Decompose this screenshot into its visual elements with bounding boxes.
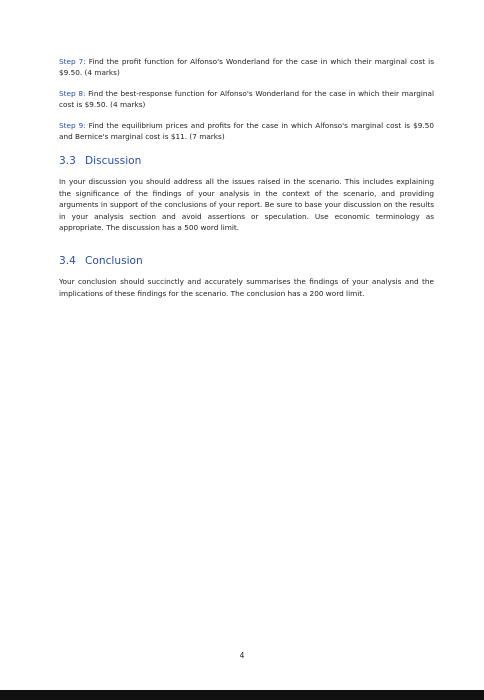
page-number: 4	[239, 651, 245, 660]
conclusion-heading	[59, 254, 434, 268]
step-8-paragraph	[59, 88, 434, 111]
step-9-text: Find the equilibrium prices and profits for the case in which Alfonso's marginal cost is $9.50 and Bernice's marginal cost is $11. (7 marks)	[59, 120, 434, 142]
discussion-title: Discussion	[85, 155, 142, 168]
discussion-heading	[59, 154, 434, 168]
conclusion-title: Conclusion	[85, 255, 143, 268]
step-8-label: Step 8:	[59, 88, 86, 98]
conclusion-body: Your conclusion should succinctly and accurately summarises the findings of your analysis and the implications of these findings for the scenario. The conclusion has a 200 word limit.	[59, 277, 434, 298]
conclusion-section-number: 3.4	[59, 255, 76, 268]
step-8-text: Find the best-response function for Alfonso's Wonderland for the case in which their marginal cost is $9.50. (4 marks)	[59, 88, 434, 110]
page-content	[59, 56, 434, 308]
discussion-body: In your discussion you should address all the issues raised in the scenario. This includes explaining the significance of the findings of your analysis in the context of the scenario, and providing arguments in support of the conclusions of your report. Be sure to base your discussion on the results in your analysis section and avoid assertions or speculation. Use economic terminology as appropriate. The discussion has a 500 word limit.	[59, 177, 434, 233]
step-7-paragraph	[59, 56, 434, 79]
step-9-label: Step 9:	[59, 120, 86, 130]
bottom-edge-bar	[0, 690, 484, 700]
step-7-text: Find the profit function for Alfonso's Wonderland for the case in which their marginal cost is $9.50. (4 marks)	[59, 57, 434, 78]
step-7-label: Step 7:	[59, 57, 86, 66]
discussion-section-number: 3.3	[59, 155, 76, 168]
step-9-paragraph	[59, 120, 434, 143]
